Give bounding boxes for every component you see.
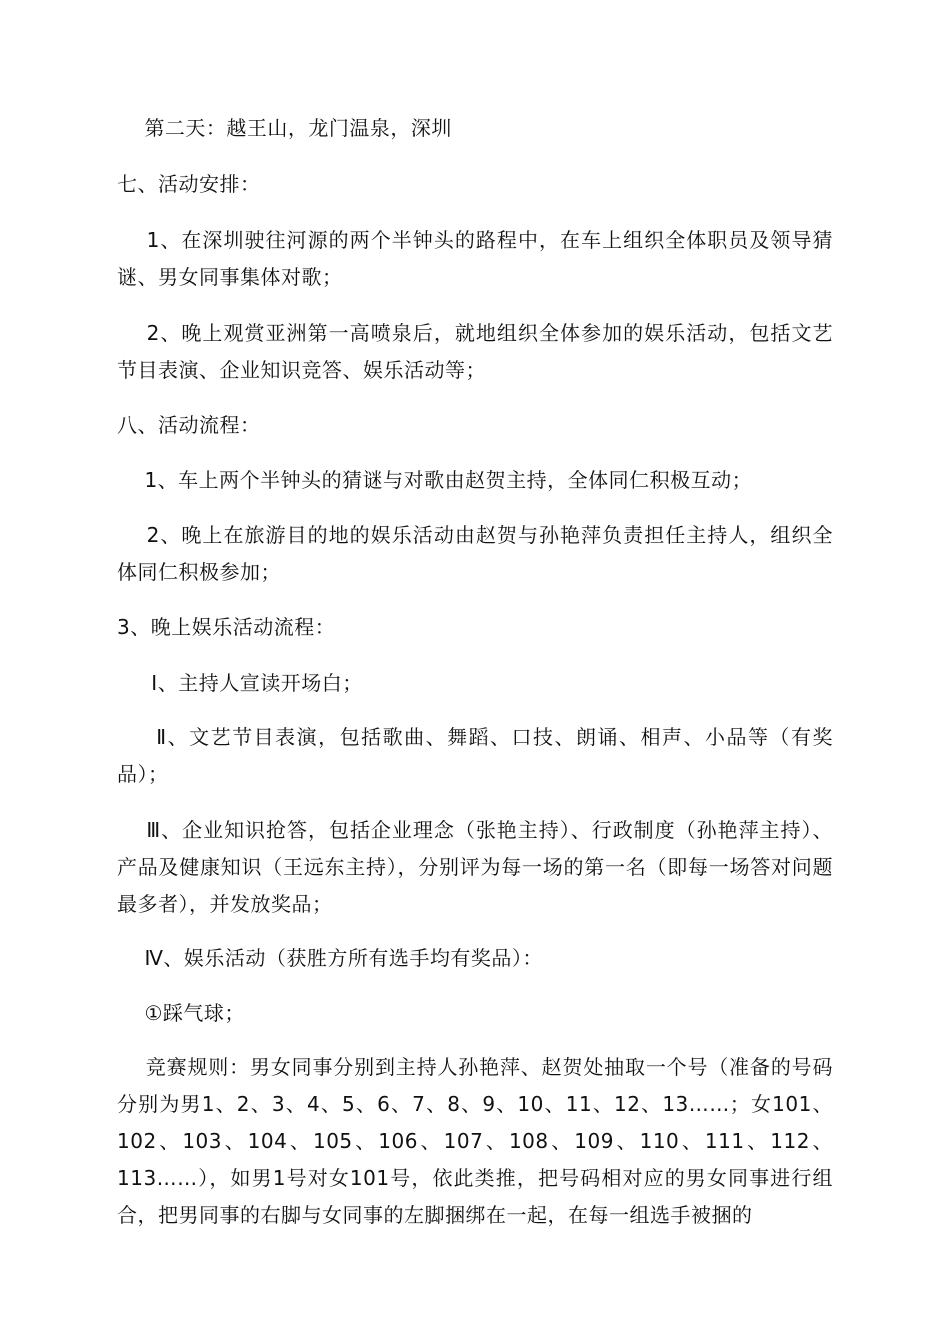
heading-activity-arrangement: 七、活动安排： [117, 172, 261, 196]
paragraph-competition-rules: 竞赛规则：男女同事分别到主持人孙艳萍、赵贺处抽取一个号（准备的号码分别为男1、2、3、4、5、6、7、8、9、10、11、12、13……；女101、102、103、104、105、106、107、108、109、110、111、112、113……），如男1号对女101号，依此类推，把号码相对应的男女同事进行组合，把男同事的右脚与女同事的左脚捆绑在一起，在每一组选手被捆的 [117, 1055, 834, 1227]
heading-activity-process: 八、活动流程： [117, 413, 261, 437]
paragraph-day-two: 第二天：越王山，龙门温泉，深圳 [117, 116, 452, 140]
paragraph-process-3: 3、晚上娱乐活动流程： [117, 615, 336, 639]
list-item-entertainment: Ⅳ、娱乐活动（获胜方所有选手均有奖品）： [117, 946, 543, 970]
list-item-balloon: ①踩气球； [117, 1001, 245, 1025]
paragraph-arrangement-1: 1、在深圳驶往河源的两个半钟头的路程中，在车上组织全体职员及领导猜谜、男女同事集体对歌； [117, 228, 833, 289]
paragraph-process-1: 1、车上两个半钟头的猜谜与对歌由赵贺主持，全体同仁积极互动； [117, 468, 753, 492]
paragraph-process-2: 2、晚上在旅游目的地的娱乐活动由赵贺与孙艳萍负责担任主持人，组织全体同仁积极参加； [117, 523, 833, 584]
paragraph-arrangement-2: 2、晚上观赏亚洲第一高喷泉后，就地组织全体参加的娱乐活动，包括文艺节目表演、企业知识竞答、娱乐活动等； [117, 321, 833, 382]
list-item-performance: Ⅱ、文艺节目表演，包括歌曲、舞蹈、口技、朗诵、相声、小品等（有奖品）； [117, 725, 834, 786]
list-item-opening: Ⅰ、主持人宣读开场白； [117, 671, 363, 695]
list-item-knowledge-quiz: Ⅲ、企业知识抢答，包括企业理念（张艳主持）、行政制度（孙艳萍主持）、产品及健康知识（王远东主持），分别评为每一场的第一名（即每一场答对问题最多者），并发放奖品； [117, 818, 833, 916]
